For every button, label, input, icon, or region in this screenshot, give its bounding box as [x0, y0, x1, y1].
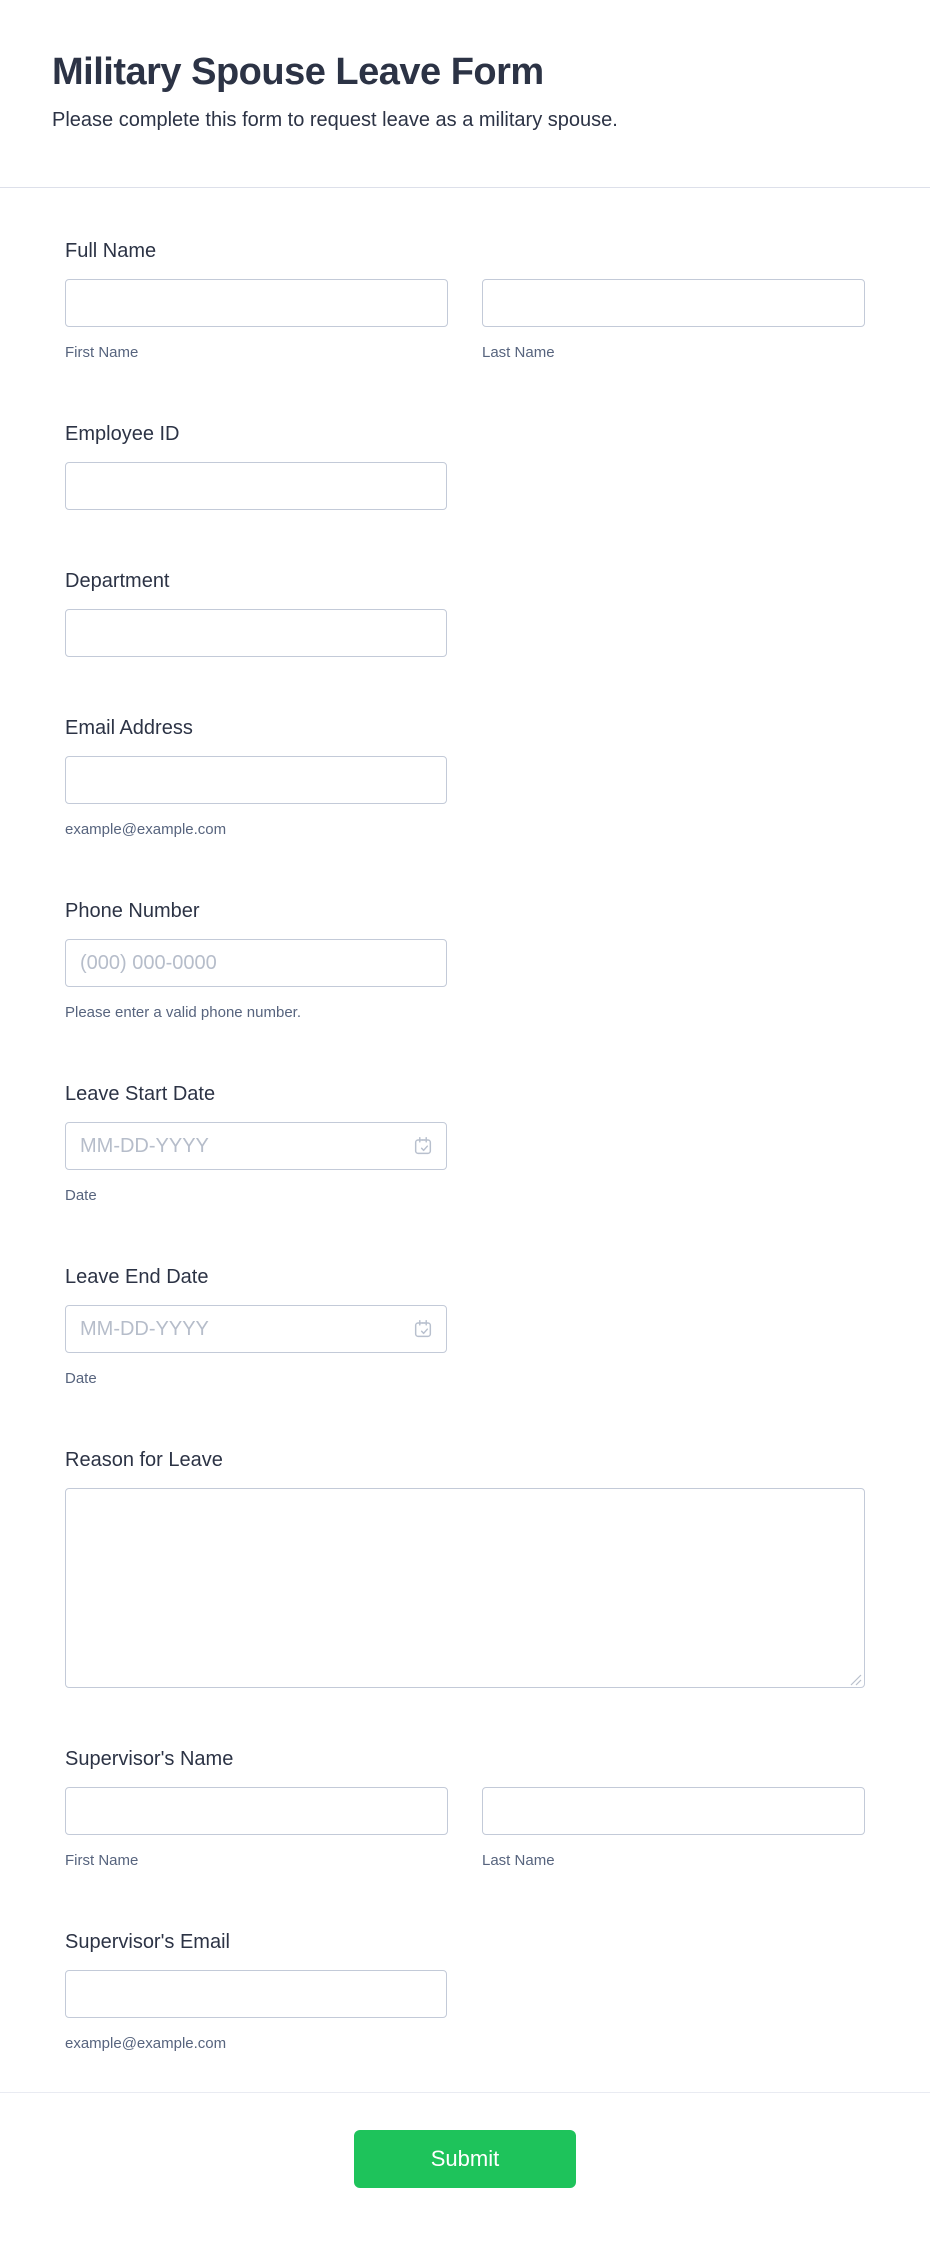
form-footer	[0, 2093, 930, 2239]
field-full-name	[65, 238, 865, 363]
email-input[interactable]	[65, 756, 447, 804]
first-name-input[interactable]	[65, 279, 448, 327]
field-supervisor-name	[65, 1746, 865, 1871]
phone-label: Phone Number	[65, 900, 200, 922]
form-header	[0, 0, 930, 134]
field-email	[65, 715, 865, 840]
supervisor-last-name-input[interactable]	[482, 1787, 865, 1835]
resize-handle-icon[interactable]	[850, 1673, 862, 1685]
department-input[interactable]	[65, 609, 447, 657]
full-name-first-col	[65, 279, 448, 363]
field-department	[65, 568, 865, 657]
leave-start-date-label: Leave Start Date	[65, 1083, 216, 1105]
form-body	[0, 188, 930, 2054]
employee-id-input[interactable]	[65, 462, 447, 510]
supervisor-name-row	[65, 1787, 865, 1871]
email-sublabel: example@example.com	[65, 821, 227, 838]
phone-input[interactable]	[65, 939, 447, 987]
reason-for-leave-label: Reason for Leave	[65, 1449, 223, 1471]
leave-start-date-sublabel: Date	[65, 1187, 97, 1204]
supervisor-email-input[interactable]	[65, 1970, 447, 2018]
full-name-last-col	[482, 279, 865, 363]
leave-end-date-input[interactable]	[65, 1305, 447, 1353]
field-employee-id	[65, 421, 865, 510]
supervisor-email-label: Supervisor's Email	[65, 1931, 230, 1953]
email-label: Email Address	[65, 717, 193, 739]
page-title: Military Spouse Leave Form	[52, 51, 544, 93]
supervisor-email-sublabel: example@example.com	[65, 2035, 227, 2052]
leave-start-date-input[interactable]	[65, 1122, 447, 1170]
calendar-icon[interactable]	[411, 1134, 435, 1158]
reason-textarea-wrap	[65, 1488, 865, 1688]
phone-sublabel: Please enter a valid phone number.	[65, 1004, 301, 1021]
supervisor-first-name-sublabel: First Name	[65, 1852, 139, 1869]
employee-id-label: Employee ID	[65, 423, 180, 445]
last-name-sublabel: Last Name	[482, 344, 555, 361]
calendar-icon[interactable]	[411, 1317, 435, 1341]
leave-start-date-wrap	[65, 1122, 447, 1170]
department-label: Department	[65, 570, 170, 592]
field-supervisor-email	[65, 1929, 865, 2054]
field-reason-for-leave	[65, 1447, 865, 1688]
last-name-input[interactable]	[482, 279, 865, 327]
full-name-label: Full Name	[65, 240, 157, 262]
leave-end-date-wrap	[65, 1305, 447, 1353]
supervisor-last-name-sublabel: Last Name	[482, 1852, 555, 1869]
supervisor-last-col	[482, 1787, 865, 1871]
field-leave-end-date	[65, 1264, 865, 1389]
first-name-sublabel: First Name	[65, 344, 139, 361]
supervisor-first-col	[65, 1787, 448, 1871]
supervisor-first-name-input[interactable]	[65, 1787, 448, 1835]
page-subtitle: Please complete this form to request leave as a military spouse.	[52, 109, 618, 131]
field-phone	[65, 898, 865, 1023]
leave-end-date-sublabel: Date	[65, 1370, 97, 1387]
reason-textarea[interactable]	[65, 1488, 865, 1688]
field-leave-start-date	[65, 1081, 865, 1206]
leave-end-date-label: Leave End Date	[65, 1266, 209, 1288]
full-name-row	[65, 279, 865, 363]
supervisor-name-label: Supervisor's Name	[65, 1748, 234, 1770]
submit-button[interactable]: Submit	[354, 2130, 576, 2188]
